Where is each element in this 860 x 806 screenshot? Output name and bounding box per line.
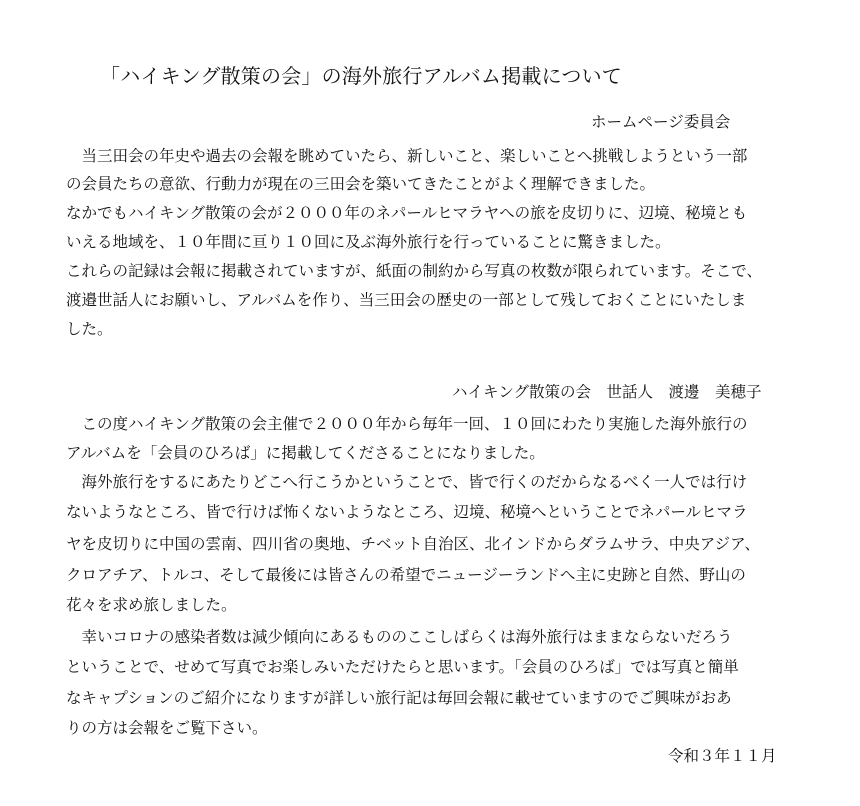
paragraph-line: 花々を求め旅しました。 <box>66 596 237 614</box>
paragraph-line: なかでもハイキング散策の会が２０００年のネパールヒマラヤへの旅を皮切りに、辺境、秘境とも <box>66 204 748 222</box>
author-signature: ハイキング散策の会 世話人 渡邊 美穂子 <box>452 383 762 401</box>
document-date: 令和３年１１月 <box>668 747 777 765</box>
document-title: 「ハイキング散策の会」の海外旅行アルバム掲載について <box>100 64 622 88</box>
paragraph-line: 当三田会の年史や過去の会報を眺めていたら、新しいこと、楽しいことへ挑戦しようという一部 <box>66 147 748 165</box>
paragraph-line: ないようなところ、皆で行けば怖くないようなところ、辺境、秘境へということでネパールヒマラ <box>66 503 748 521</box>
paragraph-line: 幸いコロナの感染者数は減少傾向にあるもののここしばらくは海外旅行はままならないだろう <box>66 628 733 646</box>
paragraph-line: した。 <box>66 320 113 338</box>
paragraph-line: アルバムを「会員のひろば」に掲載してくださることになりました。 <box>66 444 545 462</box>
paragraph-line: いえる地域を、１０年間に亘り１０回に及ぶ海外旅行を行っていることに驚きました。 <box>66 233 671 251</box>
committee-signature: ホームページ委員会 <box>591 113 731 131</box>
paragraph-line: ということで、せめて写真でお楽しみいただけたらと思います。「会員のひろば」では写真と簡単 <box>66 658 739 676</box>
paragraph-line: クロアチア、トルコ、そして最後には皆さんの希望でニュージーランドへ主に史跡と自然、野山の <box>66 566 746 584</box>
paragraph-line: 海外旅行をするにあたりどこへ行こうかということで、皆で行くのだからなるべく一人では行け <box>66 473 748 491</box>
paragraph-line: の会員たちの意欲、行動力が現在の三田会を築いてきたことがよく理解できました。 <box>66 175 656 193</box>
paragraph-line: なキャプションのご紹介になりますが詳しい旅行記は毎回会報に載せていますのでご興味がおあ <box>66 689 732 707</box>
paragraph-line: この度ハイキング散策の会主催で２０００年から毎年一回、１０回にわたり実施した海外旅行の <box>66 415 748 433</box>
paragraph-line: ヤを皮切りに中国の雲南、四川省の奥地、チベット自治区、北インドからダラムサラ、中央アジア、 <box>66 535 760 553</box>
paragraph-line: りの方は会報をご覧下さい。 <box>66 719 268 737</box>
paragraph-line: これらの記録は会報に掲載されていますが、紙面の制約から写真の枚数が限られています。そこで、 <box>66 262 762 280</box>
paragraph-line: 渡邉世話人にお願いし、アルバムを作り、当三田会の歴史の一部として残しておくことにいたしま <box>66 291 747 309</box>
